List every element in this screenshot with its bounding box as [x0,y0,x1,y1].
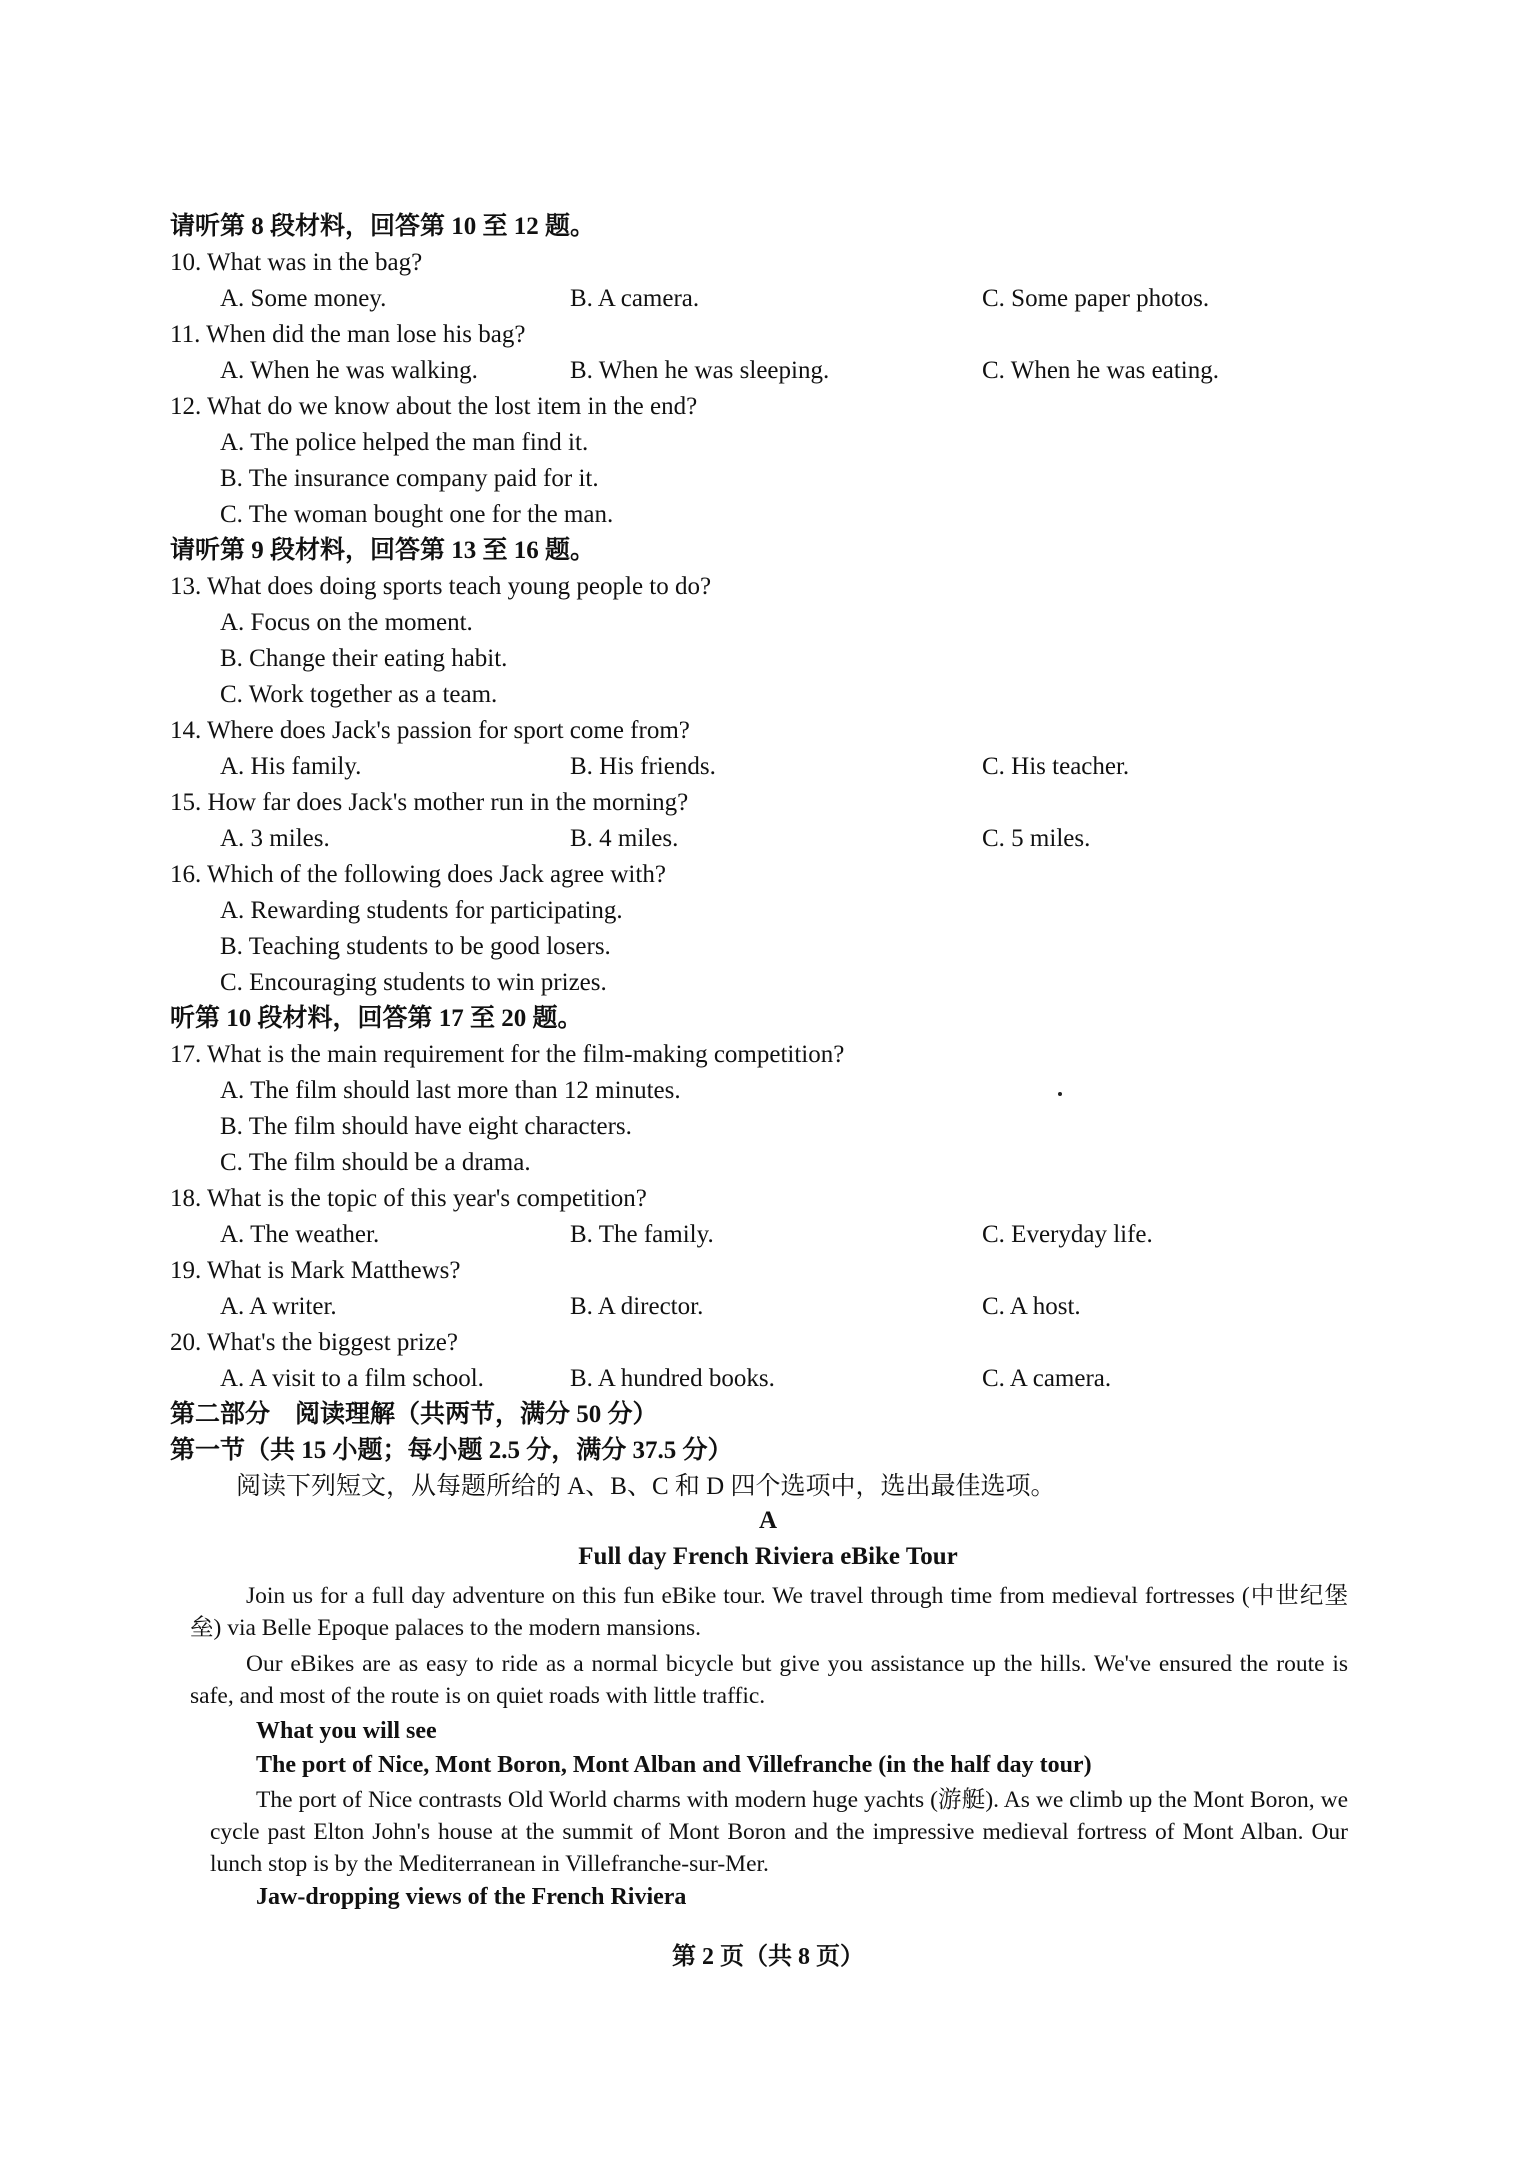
reading-part-title: 第二部分 阅读理解（共两节，满分 50 分） [170,1401,658,1428]
question-13-stem: 13. What does doing sports teach young people to do? [170,573,712,600]
question-14-option-c: C. His teacher. [982,753,1130,780]
passage-paragraph-intro: Join us for a full day adventure on this fun eBike tour. We travel through time from medieval fortresses (中世纪堡垒) via Belle Epoque palaces to the modern mansions. [190,1583,1348,1641]
part10-instruction: 听第 10 段材料，回答第 17 至 20 题。 [170,1005,583,1032]
question-13-option-c: C. Work together as a team. [220,681,498,708]
question-18-stem: 18. What is the topic of this year's competition? [170,1185,647,1212]
question-11-option-c: C. When he was eating. [982,357,1219,384]
question-17-stem: 17. What is the main requirement for the film-making competition? [170,1041,845,1068]
question-16-option-a: A. Rewarding students for participating. [220,897,623,924]
question-14-option-a: A. His family. [220,753,362,780]
question-13-option-b: B. Change their eating habit. [220,645,508,672]
question-14-option-b: B. His friends. [570,753,716,780]
question-10-stem: 10. What was in the bag? [170,249,423,276]
part9-instruction: 请听第 9 段材料，回答第 13 至 16 题。 [170,537,596,564]
question-16-stem: 16. Which of the following does Jack agree with? [170,861,666,888]
question-16-option-b: B. Teaching students to be good losers. [220,933,611,960]
passage-letter: A [758,1507,778,1534]
question-18-option-a: A. The weather. [220,1221,380,1248]
question-19-stem: 19. What is Mark Matthews? [170,1257,461,1284]
heading-what-you-will-see: What you will see [256,1718,437,1744]
question-15-option-a: A. 3 miles. [220,825,330,852]
heading-port-of-nice: The port of Nice, Mont Boron, Mont Alban and Villefranche (in the half day tour) [256,1752,1092,1778]
question-15-option-b: B. 4 miles. [570,825,679,852]
page-footer: 第 2 页（共 8 页） [672,1944,864,1970]
reading-section-title: 第一节（共 15 小题；每小题 2.5 分，满分 37.5 分） [170,1437,733,1464]
question-20-option-b: B. A hundred books. [570,1365,775,1392]
question-12-option-c: C. The woman bought one for the man. [220,501,614,528]
heading-jaw-dropping-views: Jaw-dropping views of the French Riviera [256,1884,687,1910]
question-17-option-c: C. The film should be a drama. [220,1149,531,1176]
question-10-option-b: B. A camera. [570,285,700,312]
question-12-option-a: A. The police helped the man find it. [220,429,589,456]
question-11-option-b: B. When he was sleeping. [570,357,830,384]
question-15-stem: 15. How far does Jack's mother run in the morning? [170,789,689,816]
question-19-option-b: B. A director. [570,1293,704,1320]
question-10-option-a: A. Some money. [220,285,387,312]
question-12-stem: 12. What do we know about the lost item in the end? [170,393,698,420]
scan-speck [1058,1092,1062,1096]
question-18-option-c: C. Everyday life. [982,1221,1153,1248]
passage-paragraph-ebikes: Our eBikes are as easy to ride as a normal bicycle but give you assistance up the hills. We've ensured the route is safe, and most of the route is on quiet roads with little traffic. [190,1651,1348,1709]
question-19-option-a: A. A writer. [220,1293,337,1320]
passage-paragraph-port: The port of Nice contrasts Old World charms with modern huge yachts (游艇). As we climb up the Mont Boron, we cycle past Elton John's house at the summit of Mont Boron and the impressive medieval fortress of Mont Alban. Our lunch stop is by the Mediterranean in Villefranche-sur-Mer. [210,1787,1348,1877]
question-20-option-c: C. A camera. [982,1365,1112,1392]
question-11-option-a: A. When he was walking. [220,357,478,384]
question-17-option-b: B. The film should have eight characters. [220,1113,632,1140]
passage-title: Full day French Riviera eBike Tour [578,1543,958,1570]
reading-instruction: 阅读下列短文，从每题所给的 A、B、C 和 D 四个选项中，选出最佳选项。 [236,1473,1056,1500]
question-19-option-c: C. A host. [982,1293,1081,1320]
question-20-option-a: A. A visit to a film school. [220,1365,484,1392]
question-15-option-c: C. 5 miles. [982,825,1091,852]
question-16-option-c: C. Encouraging students to win prizes. [220,969,607,996]
question-13-option-a: A. Focus on the moment. [220,609,473,636]
part8-instruction: 请听第 8 段材料，回答第 10 至 12 题。 [170,213,596,240]
question-12-option-b: B. The insurance company paid for it. [220,465,599,492]
question-14-stem: 14. Where does Jack's passion for sport come from? [170,717,690,744]
question-20-stem: 20. What's the biggest prize? [170,1329,458,1356]
question-10-option-c: C. Some paper photos. [982,285,1210,312]
question-18-option-b: B. The family. [570,1221,714,1248]
question-11-stem: 11. When did the man lose his bag? [170,321,526,348]
question-17-option-a: A. The film should last more than 12 minutes. [220,1077,681,1104]
